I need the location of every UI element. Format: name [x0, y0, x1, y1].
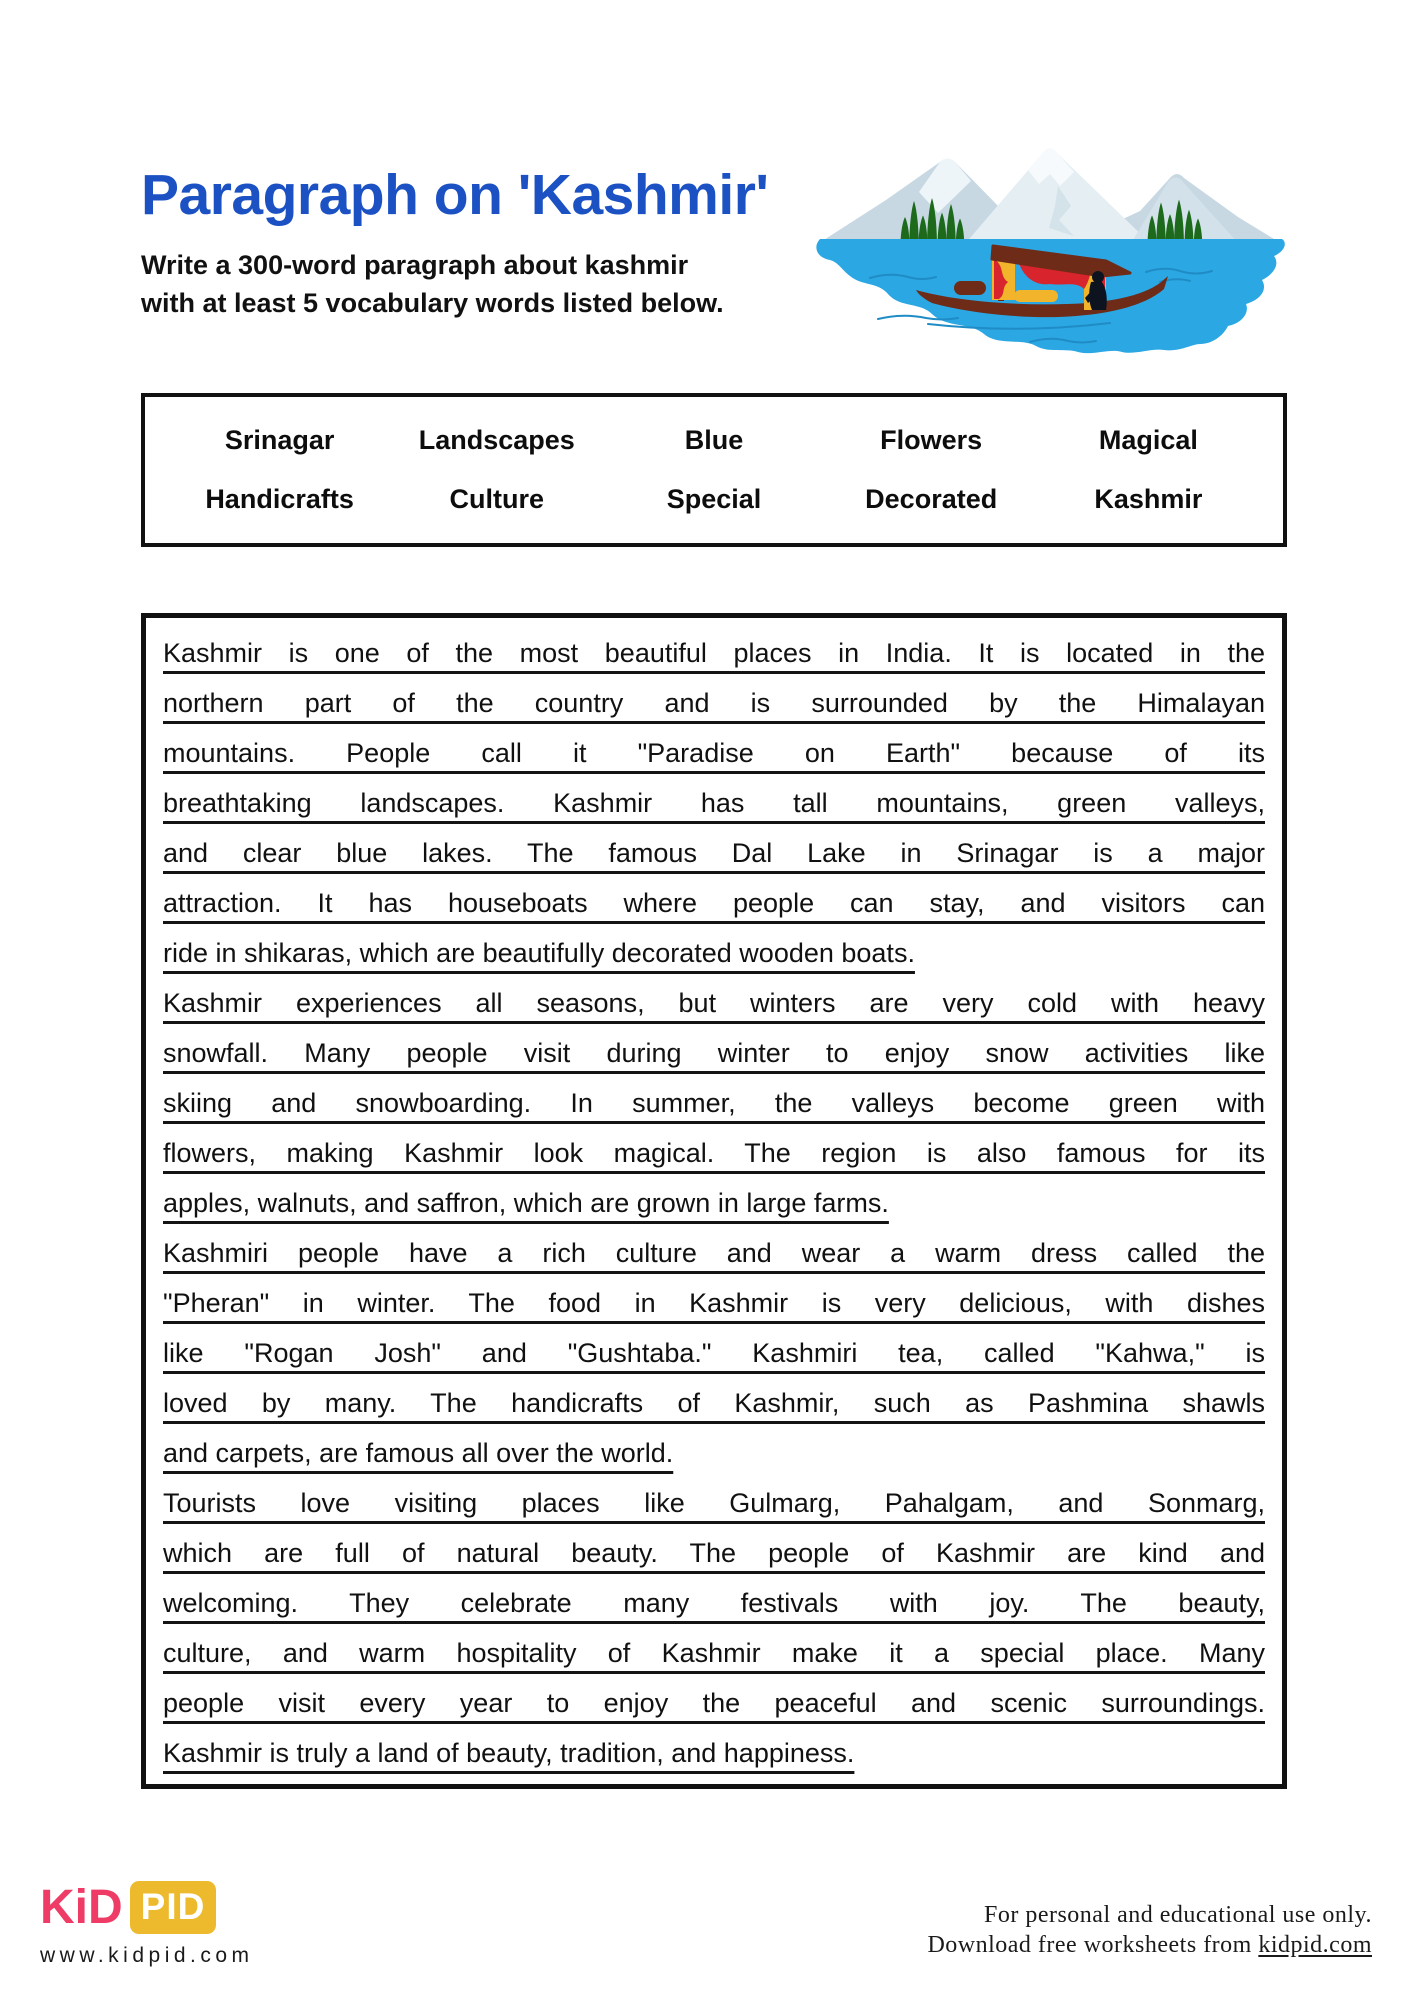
website-url: www.kidpid.com — [40, 1944, 254, 1967]
vocab-word-culture: Culture — [449, 484, 545, 514]
vocab-word-magical: Magical — [1098, 425, 1198, 455]
writing-lines — [163, 628, 1265, 1778]
header — [141, 160, 821, 322]
written-line: Tourists love visiting places like Gulmarg, Pahalgam, and Sonmarg, — [163, 1488, 1265, 1518]
written-line: flowers, making Kashmir look magical. The region is also famous for its — [163, 1138, 1265, 1168]
written-line: and carpets, are famous all over the world. — [163, 1438, 674, 1468]
vocab-word-special: Special — [666, 484, 762, 514]
logo-kid-text: KiD — [40, 1881, 123, 1934]
written-line: and clear blue lakes. The famous Dal Lake in Srinagar is a major — [163, 838, 1265, 868]
written-line: loved by many. The handicrafts of Kashmir, such as Pashmina shawls — [163, 1388, 1265, 1418]
written-line: Kashmiri people have a rich culture and wear a warm dress called the — [163, 1238, 1265, 1268]
usage-note-line-2 — [927, 1930, 1372, 1960]
written-line: culture, and warm hospitality of Kashmir make it a special place. Many — [163, 1638, 1265, 1668]
instructions-line-1: Write a 300-word paragraph about kashmir — [141, 250, 689, 280]
written-line: which are full of natural beauty. The people of Kashmir are kind and — [163, 1538, 1265, 1568]
instructions-line-2: with at least 5 vocabulary words listed below. — [141, 288, 724, 318]
kashmir-lake-illustration — [808, 126, 1332, 370]
written-line: Kashmir experiences all seasons, but winters are very cold with heavy — [163, 988, 1265, 1018]
vocab-word-kashmir: Kashmir — [1094, 484, 1203, 514]
written-line: people visit every year to enjoy the peaceful and scenic surroundings. — [163, 1688, 1265, 1718]
written-line: snowfall. Many people visit during winter to enjoy snow activities like — [163, 1038, 1265, 1068]
usage-note-line-2-prefix: Download free worksheets from — [927, 1932, 1259, 1958]
written-line: ride in shikaras, which are beautifully decorated wooden boats. — [163, 938, 915, 968]
written-line: like "Rogan Josh" and "Gushtaba." Kashmiri tea, called "Kahwa," is — [163, 1338, 1265, 1368]
logo-pid-badge: PID — [130, 1881, 217, 1934]
written-line: apples, walnuts, and saffron, which are grown in large farms. — [163, 1188, 889, 1218]
kidpid-link[interactable]: kidpid.com — [1258, 1932, 1372, 1958]
kidpid-brand — [40, 1880, 254, 1968]
written-line: attraction. It has houseboats where people can stay, and visitors can — [163, 888, 1265, 918]
vocabulary-box — [141, 393, 1287, 547]
written-line: Kashmir is one of the most beautiful places in India. It is located in the — [163, 638, 1265, 668]
usage-note-line-1: For personal and educational use only. — [983, 1902, 1372, 1928]
written-line: skiing and snowboarding. In summer, the valleys become green with — [163, 1088, 1265, 1118]
bow-cushion — [954, 281, 986, 295]
seat-cushion — [1014, 290, 1058, 302]
page-title: Paragraph on 'Kashmir' — [141, 163, 769, 227]
written-line: breathtaking landscapes. Kashmir has tall mountains, green valleys, — [163, 788, 1265, 818]
paragraph-answer-box — [141, 613, 1287, 1789]
vocab-word-landscapes: Landscapes — [418, 425, 575, 455]
written-line: northern part of the country and is surrounded by the Himalayan — [163, 688, 1265, 718]
usage-note — [927, 1900, 1372, 1960]
vocab-word-srinagar: Srinagar — [224, 425, 335, 455]
instructions — [141, 246, 821, 322]
vocab-word-blue: Blue — [684, 425, 744, 455]
written-line: "Pheran" in winter. The food in Kashmir is very delicious, with dishes — [163, 1288, 1265, 1318]
written-line: welcoming. They celebrate many festivals with joy. The beauty, — [163, 1588, 1265, 1618]
vocab-word-flowers: Flowers — [880, 425, 983, 455]
vocab-word-handicrafts: Handicrafts — [205, 484, 354, 514]
written-line: mountains. People call it "Paradise on Earth" because of its — [163, 738, 1265, 768]
vocab-word-decorated: Decorated — [865, 484, 998, 514]
kidpid-logo — [40, 1880, 254, 1935]
written-line: Kashmir is truly a land of beauty, tradition, and happiness. — [163, 1738, 855, 1768]
